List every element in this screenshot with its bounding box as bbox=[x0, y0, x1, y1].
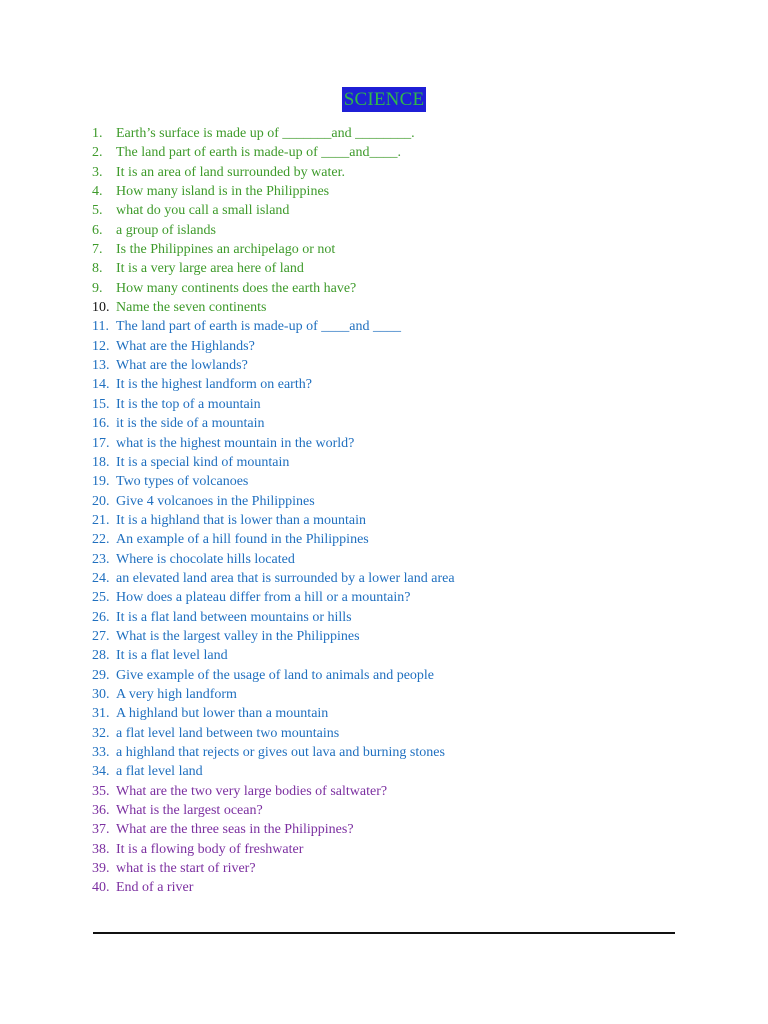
question-item bbox=[0, 530, 768, 549]
question-number: 12. bbox=[92, 338, 110, 354]
question-item bbox=[0, 704, 768, 723]
question-item bbox=[0, 801, 768, 820]
question-number: 31. bbox=[92, 706, 110, 722]
question-text: a flat level land between two mountains bbox=[116, 725, 340, 741]
question-text: what is the start of river? bbox=[116, 861, 256, 877]
question-item bbox=[0, 395, 768, 414]
question-number: 9. bbox=[92, 280, 103, 296]
question-item bbox=[0, 627, 768, 646]
question-text: It is the highest landform on earth? bbox=[116, 377, 312, 393]
question-number: 28. bbox=[92, 648, 110, 664]
question-text: Two types of volcanoes bbox=[116, 474, 249, 490]
question-number: 30. bbox=[92, 686, 110, 702]
question-number: 26. bbox=[92, 609, 110, 625]
question-text: An example of a hill found in the Philippines bbox=[116, 532, 369, 548]
question-number: 36. bbox=[92, 803, 110, 819]
question-item bbox=[0, 743, 768, 762]
question-text: a highland that rejects or gives out lava and burning stones bbox=[116, 745, 445, 760]
question-number: 20. bbox=[92, 493, 110, 509]
question-text: what do you call a small island bbox=[116, 203, 290, 219]
question-text: It is a very large area here of land bbox=[116, 261, 304, 277]
question-item bbox=[0, 182, 768, 201]
question-item bbox=[0, 414, 768, 433]
question-item bbox=[0, 588, 768, 607]
question-item bbox=[0, 356, 768, 375]
question-text: Earth’s surface is made up of _______and ________. bbox=[116, 126, 415, 141]
question-number: 38. bbox=[92, 841, 110, 857]
question-text: How does a plateau differ from a hill or a mountain? bbox=[116, 590, 411, 606]
question-number: 4. bbox=[92, 184, 103, 200]
question-text: A very high landform bbox=[116, 686, 237, 702]
question-text: The land part of earth is made-up of ____and ____ bbox=[116, 319, 401, 335]
footer-divider bbox=[93, 932, 675, 934]
question-item bbox=[0, 646, 768, 665]
question-text: What are the Highlands? bbox=[116, 338, 255, 354]
question-text: It is a flowing body of freshwater bbox=[116, 841, 304, 857]
question-item bbox=[0, 240, 768, 259]
question-number: 32. bbox=[92, 725, 110, 741]
question-text: Give example of the usage of land to animals and people bbox=[116, 667, 435, 683]
question-number: 27. bbox=[92, 628, 110, 644]
question-text: It is a flat land between mountains or hills bbox=[116, 609, 352, 625]
question-text: It is an area of land surrounded by water. bbox=[116, 164, 345, 180]
question-item bbox=[0, 434, 768, 453]
question-item bbox=[0, 859, 768, 878]
question-item bbox=[0, 878, 768, 897]
question-number: 29. bbox=[92, 667, 110, 683]
question-item bbox=[0, 840, 768, 859]
question-number: 3. bbox=[92, 164, 103, 180]
question-number: 25. bbox=[92, 590, 110, 606]
question-text: What are the lowlands? bbox=[116, 358, 248, 374]
question-text: How many island is in the Philippines bbox=[116, 184, 330, 200]
question-text: End of a river bbox=[116, 880, 194, 896]
question-text: How many continents does the earth have? bbox=[116, 280, 357, 296]
question-item bbox=[0, 221, 768, 240]
question-number: 5. bbox=[92, 203, 103, 219]
question-number: 35. bbox=[92, 783, 110, 799]
question-text: Name the seven continents bbox=[116, 300, 267, 316]
title-container bbox=[0, 87, 768, 112]
question-item bbox=[0, 163, 768, 182]
question-text: What is the largest ocean? bbox=[116, 803, 263, 819]
question-item bbox=[0, 124, 768, 143]
question-text: It is a special kind of mountain bbox=[116, 454, 290, 470]
question-item bbox=[0, 782, 768, 801]
question-text: The land part of earth is made-up of ____and____. bbox=[116, 145, 401, 161]
question-number: 8. bbox=[92, 261, 103, 277]
question-item bbox=[0, 453, 768, 472]
question-number: 17. bbox=[92, 435, 110, 451]
question-item bbox=[0, 143, 768, 162]
question-item bbox=[0, 569, 768, 588]
question-item bbox=[0, 685, 768, 704]
question-item bbox=[0, 492, 768, 511]
question-number: 24. bbox=[92, 570, 110, 586]
question-item bbox=[0, 279, 768, 298]
question-item bbox=[0, 550, 768, 569]
question-number: 16. bbox=[92, 416, 110, 432]
question-number: 11. bbox=[92, 319, 109, 335]
question-number: 19. bbox=[92, 474, 110, 490]
question-number: 13. bbox=[92, 358, 110, 374]
question-number: 34. bbox=[92, 764, 110, 780]
question-item bbox=[0, 375, 768, 394]
question-text: it is the side of a mountain bbox=[116, 416, 265, 432]
question-text: Is the Philippines an archipelago or not bbox=[116, 242, 336, 258]
question-text: What is the largest valley in the Philippines bbox=[116, 628, 360, 644]
question-number: 15. bbox=[92, 396, 110, 412]
question-number: 33. bbox=[92, 745, 110, 760]
question-number: 14. bbox=[92, 377, 110, 393]
question-text: Where is chocolate hills located bbox=[116, 551, 295, 567]
question-item bbox=[0, 298, 768, 317]
question-number: 39. bbox=[92, 861, 110, 877]
question-item bbox=[0, 337, 768, 356]
question-number: 21. bbox=[92, 512, 110, 528]
question-item bbox=[0, 259, 768, 278]
question-number: 23. bbox=[92, 551, 110, 567]
question-item bbox=[0, 762, 768, 781]
question-item bbox=[0, 472, 768, 491]
question-text: A highland but lower than a mountain bbox=[116, 706, 329, 722]
question-number: 37. bbox=[92, 822, 110, 838]
question-text: It is the top of a mountain bbox=[116, 396, 261, 412]
question-text: what is the highest mountain in the world? bbox=[116, 435, 355, 451]
question-item bbox=[0, 820, 768, 839]
question-item bbox=[0, 608, 768, 627]
question-number: 18. bbox=[92, 454, 110, 470]
question-number: 1. bbox=[92, 126, 103, 141]
question-number: 10. bbox=[92, 300, 110, 316]
question-number: 6. bbox=[92, 222, 103, 238]
question-item bbox=[0, 511, 768, 530]
question-number: 2. bbox=[92, 145, 103, 161]
question-item bbox=[0, 201, 768, 220]
question-item bbox=[0, 724, 768, 743]
question-text: a group of islands bbox=[116, 222, 216, 238]
question-item bbox=[0, 666, 768, 685]
question-text: What are the three seas in the Philippines? bbox=[116, 822, 354, 838]
question-item bbox=[0, 317, 768, 336]
question-number: 40. bbox=[92, 880, 110, 896]
question-text: an elevated land area that is surrounded by a lower land area bbox=[116, 570, 455, 586]
question-list bbox=[0, 124, 768, 898]
question-text: a flat level land bbox=[116, 764, 203, 780]
question-number: 22. bbox=[92, 532, 110, 548]
question-text: Give 4 volcanoes in the Philippines bbox=[116, 493, 315, 509]
question-number: 7. bbox=[92, 242, 103, 258]
question-text: It is a highland that is lower than a mountain bbox=[116, 512, 367, 528]
question-text: What are the two very large bodies of saltwater? bbox=[116, 783, 388, 799]
question-text: It is a flat level land bbox=[116, 648, 228, 664]
page-title: SCIENCE bbox=[343, 89, 425, 110]
